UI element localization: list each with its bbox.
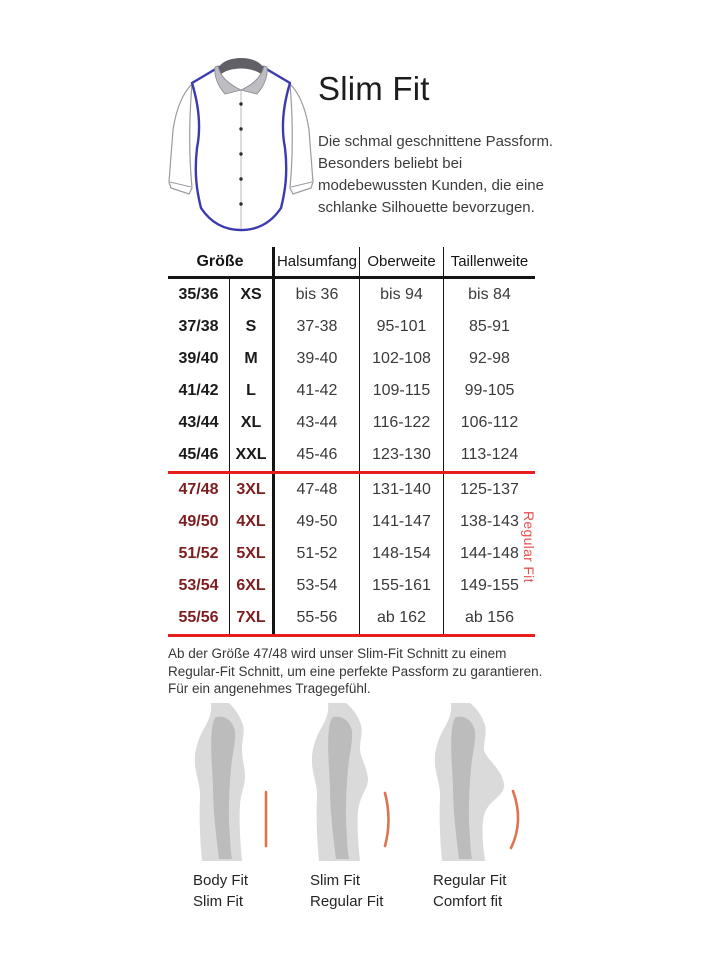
size-int: XS	[230, 279, 275, 311]
table-row	[168, 279, 535, 311]
size-eu: 55/56	[168, 602, 230, 634]
halsumfang-value: 53-54	[275, 570, 360, 602]
oberweite-value: 148-154	[360, 538, 444, 570]
regular-fit-footnote: Ab der Größe 47/48 wird unser Slim-Fit Schnitt zu einem Regular-Fit Schnitt, um eine perfekte Passform zu garantieren. Für ein angenehmes Tragegefühl.	[168, 646, 543, 696]
oberweite-value: ab 162	[360, 602, 444, 634]
halsumfang-value: 51-52	[275, 538, 360, 570]
size-eu: 51/52	[168, 538, 230, 570]
table-row	[168, 602, 535, 634]
table-row	[168, 538, 535, 570]
slim-fit-shirt-icon	[162, 36, 320, 236]
halsumfang-value: 37-38	[275, 311, 360, 343]
taillenweite-value: 125-137	[460, 480, 519, 498]
page-title: Slim Fit	[318, 70, 430, 107]
column-header-oberweite: Oberweite	[360, 247, 444, 276]
taillenweite-value: 92-98	[469, 349, 510, 367]
regular-fit-side-label: Regular Fit	[521, 511, 537, 583]
fit-label-line2: Comfort fit	[433, 893, 503, 910]
fit-label-regular-fit	[433, 870, 506, 912]
size-int: 5XL	[230, 538, 275, 570]
taillenweite-value: ab 156	[465, 608, 514, 626]
halsumfang-value: 49-50	[275, 506, 360, 538]
table-row	[168, 570, 535, 602]
taillenweite-value: 85-91	[469, 317, 510, 335]
regular-fit-silhouette-icon	[423, 703, 528, 863]
taillenweite-value: 149-155	[460, 576, 519, 594]
size-int: 4XL	[230, 506, 275, 538]
size-int: 7XL	[230, 602, 275, 634]
table-row	[168, 474, 535, 506]
oberweite-value: 102-108	[360, 343, 444, 375]
fit-label-line2: Slim Fit	[193, 893, 243, 910]
size-table	[168, 247, 535, 637]
size-int: S	[230, 311, 275, 343]
size-int: L	[230, 375, 275, 407]
taillenweite-value: 144-148	[460, 544, 519, 562]
table-row	[168, 439, 535, 471]
halsumfang-value: 43-44	[275, 407, 360, 439]
table-row	[168, 407, 535, 439]
size-int: XL	[230, 407, 275, 439]
size-eu: 45/46	[168, 439, 230, 471]
halsumfang-value: 45-46	[275, 439, 360, 471]
fit-description: Die schmal geschnittene Passform. Besonders beliebt bei modebewussten Kunden, die eine schlanke Silhouette bevorzugen.	[318, 133, 554, 216]
size-eu: 37/38	[168, 311, 230, 343]
column-header-groesse: Größe	[168, 247, 275, 276]
halsumfang-value: 39-40	[275, 343, 360, 375]
table-row	[168, 375, 535, 407]
fit-label-body-fit	[193, 870, 248, 912]
taillenweite-value: 99-105	[464, 381, 515, 399]
oberweite-value: 141-147	[360, 506, 444, 538]
taillenweite-value: 138-143	[460, 512, 519, 530]
oberweite-value: 116-122	[360, 407, 444, 439]
size-int: XXL	[230, 439, 275, 471]
oberweite-value: 123-130	[360, 439, 444, 471]
column-header-taillenweite: Taillenweite	[450, 253, 529, 270]
fit-label-line1: Slim Fit	[310, 872, 360, 889]
table-bottom-divider-line	[168, 634, 535, 637]
fit-label-line1: Regular Fit	[433, 872, 507, 889]
taillenweite-value: 106-112	[460, 413, 519, 431]
taillenweite-value: bis 84	[468, 285, 511, 303]
size-int: M	[230, 343, 275, 375]
table-row	[168, 343, 535, 375]
halsumfang-value: 55-56	[275, 602, 360, 634]
fit-label-line2: Regular Fit	[310, 893, 384, 910]
slim-fit-silhouette-icon	[300, 703, 405, 863]
fit-label-slim-fit	[310, 870, 383, 912]
size-eu: 43/44	[168, 407, 230, 439]
size-eu: 41/42	[168, 375, 230, 407]
oberweite-value: 109-115	[360, 375, 444, 407]
oberweite-value: bis 94	[360, 279, 444, 311]
size-int: 6XL	[230, 570, 275, 602]
body-fit-silhouette-icon	[183, 703, 288, 863]
oberweite-value: 155-161	[360, 570, 444, 602]
halsumfang-value: 47-48	[275, 474, 360, 506]
oberweite-value: 131-140	[360, 474, 444, 506]
table-row	[168, 311, 535, 343]
size-int: 3XL	[230, 474, 275, 506]
taillenweite-value: 113-124	[460, 445, 519, 463]
table-row	[168, 506, 535, 538]
halsumfang-value: 41-42	[275, 375, 360, 407]
size-eu: 53/54	[168, 570, 230, 602]
size-eu: 49/50	[168, 506, 230, 538]
size-table-header-row	[168, 247, 535, 276]
oberweite-value: 95-101	[360, 311, 444, 343]
halsumfang-value: bis 36	[275, 279, 360, 311]
size-eu: 47/48	[168, 474, 230, 506]
size-eu: 35/36	[168, 279, 230, 311]
size-eu: 39/40	[168, 343, 230, 375]
fit-label-line1: Body Fit	[193, 872, 249, 889]
column-header-halsumfang: Halsumfang	[275, 247, 360, 276]
